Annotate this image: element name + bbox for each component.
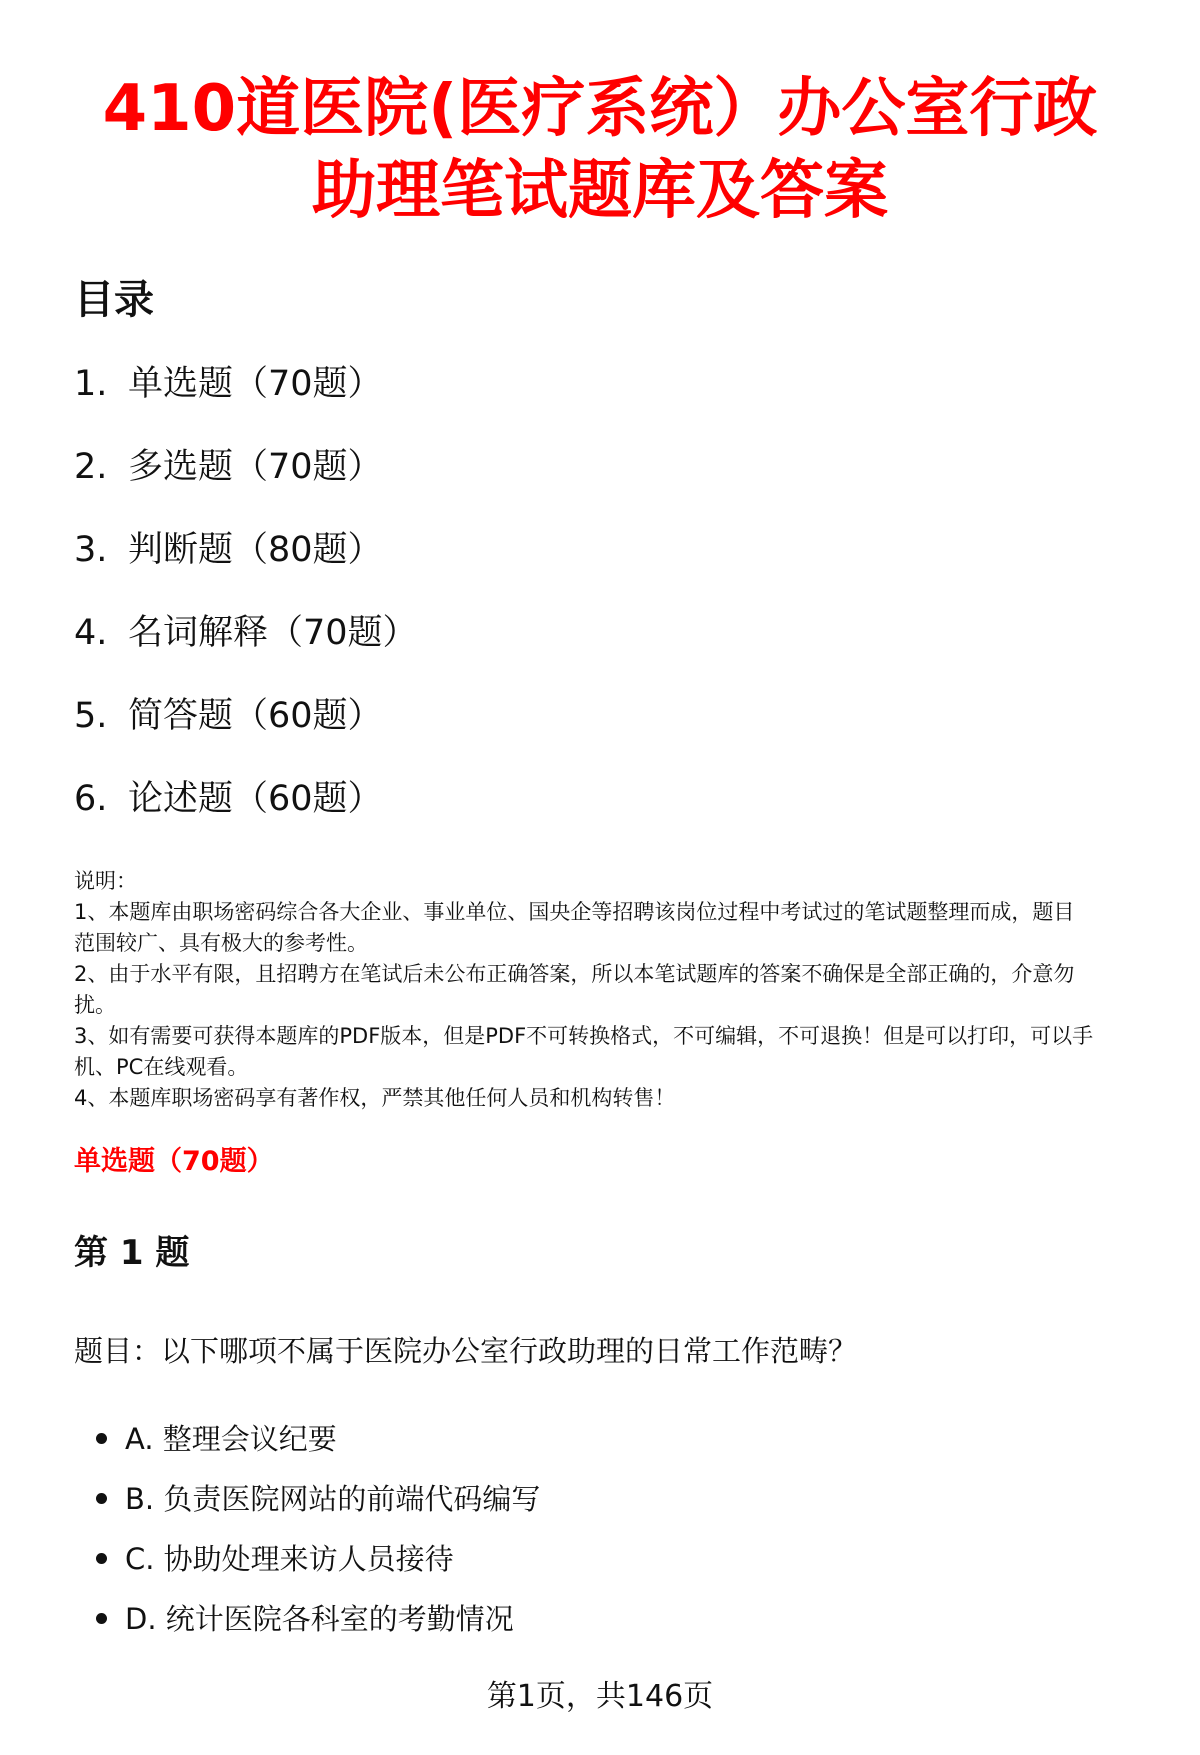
toc-item	[74, 526, 418, 609]
toc-item-number: 5.	[74, 696, 108, 736]
toc-item	[74, 609, 418, 692]
answer-option	[96, 1479, 540, 1539]
document-title-line-1: 410道医院(医疗系统）办公室行政	[102, 72, 1098, 146]
notes-line: 3、如有需要可获得本题库的PDF版本，但是PDF不可转换格式，不可编辑，不可退换！但是可以打印，可以手	[74, 1024, 1094, 1048]
question-heading: 第 1 题	[74, 1233, 190, 1273]
toc-item	[74, 360, 418, 443]
toc-item-number: 4.	[74, 613, 108, 653]
bullet-icon	[96, 1613, 107, 1624]
notes-line: 范围较广、具有极大的参考性。	[74, 931, 368, 955]
toc-item-label: 多选题（70题）	[128, 447, 383, 487]
toc-item-number: 2.	[74, 447, 108, 487]
answer-option-label: B. 负责医院网站的前端代码编写	[125, 1482, 541, 1516]
bullet-icon	[96, 1493, 107, 1504]
notes-line: 扰。	[74, 993, 116, 1017]
toc-list	[74, 360, 418, 858]
notes-heading: 说明：	[74, 869, 137, 893]
answer-option	[96, 1419, 540, 1479]
toc-item	[74, 692, 418, 775]
question-text: 题目：以下哪项不属于医院办公室行政助理的日常工作范畴？	[74, 1334, 858, 1368]
toc-item	[74, 775, 418, 858]
toc-item-label: 判断题（80题）	[128, 530, 383, 570]
answer-options-list	[96, 1419, 540, 1659]
bullet-icon	[96, 1553, 107, 1564]
answer-option-label: A. 整理会议纪要	[125, 1422, 337, 1456]
answer-option	[96, 1599, 540, 1659]
toc-item	[74, 443, 418, 526]
toc-item-label: 论述题（60题）	[128, 779, 383, 819]
toc-item-label: 单选题（70题）	[128, 364, 383, 404]
toc-item-number: 1.	[74, 364, 108, 404]
toc-item-label: 名词解释（70题）	[128, 613, 418, 653]
page-number-footer: 第1页，共146页	[486, 1679, 714, 1714]
toc-item-number: 6.	[74, 779, 108, 819]
answer-option-label: C. 协助处理来访人员接待	[125, 1542, 454, 1576]
notes-line: 机、PC在线观看。	[74, 1055, 249, 1079]
toc-item-label: 简答题（60题）	[128, 696, 383, 736]
notes-line: 1、本题库由职场密码综合各大企业、事业单位、国央企等招聘该岗位过程中考试过的笔试题整理而成，题目	[74, 900, 1075, 924]
answer-option-label: D. 统计医院各科室的考勤情况	[125, 1602, 514, 1636]
toc-item-number: 3.	[74, 530, 108, 570]
document-title-line-2: 助理笔试题库及答案	[312, 154, 888, 228]
document-title	[60, 68, 1140, 232]
toc-heading: 目录	[74, 277, 154, 323]
section-heading: 单选题（70题）	[74, 1146, 274, 1177]
notes-line: 4、本题库职场密码享有著作权，严禁其他任何人员和机构转售！	[74, 1086, 676, 1110]
bullet-icon	[96, 1433, 107, 1444]
answer-option	[96, 1539, 540, 1599]
notes-block	[74, 866, 1164, 1114]
notes-line: 2、由于水平有限，且招聘方在笔试后未公布正确答案，所以本笔试题库的答案不确保是全部正确的，介意勿	[74, 962, 1075, 986]
